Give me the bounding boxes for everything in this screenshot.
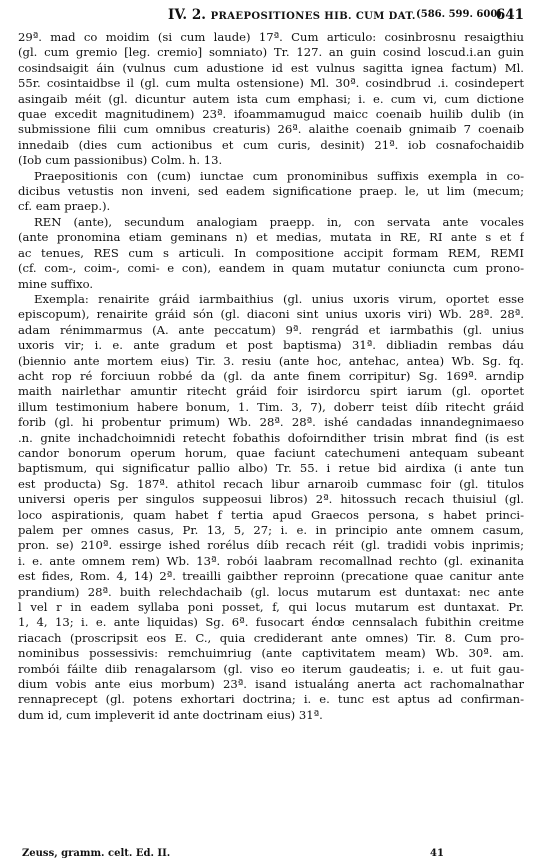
text-line: (biennio ante mortem eius) Tir. 3. resiu (ante hoc, antehac, antea) Wb. Sg. fq. [18, 353, 524, 368]
text-line: palem per omnes casus, Pr. 13, 5, 27; i. e. in principio ante omnem casum, [18, 523, 524, 537]
sheet-number: 41 [430, 848, 444, 859]
text-line: dicibus vetustis non inveni, sed eadem significatione praep. le, ut lim (mecum; [18, 184, 524, 199]
text-line: rennaprecept (gl. potens exhortari doctrina; i. e. tunc est aptus ad confirman- [18, 692, 524, 707]
text-line: (gl. cum gremio [leg. cremio] somniato) Tr. 127. an guin cosind loscud.i.an guin [18, 45, 524, 60]
text-line: forib (gl. hi probentur primum) Wb. 28ª. 28ª. ishé candadas innandegnimaeso [18, 415, 524, 430]
text-line: acht rop ré forciuun robbé da (gl. da ante finem corripitur) Sg. 169ª. arndip [18, 368, 524, 383]
text-line: rombói fáilte diib renagalarsom (gl. viso eo iterum gaudeatis; i. e. ut fuit gau- [18, 661, 524, 676]
text-line: illum testimonium habere bonum, 1. Tim. 3, 7), doberr teist díib ritecht gráid [18, 399, 524, 414]
text-line: baptismum, qui significatur pallio albo) Tr. 55. i retue bid airdixa (i ante tun [18, 461, 524, 476]
text-line: Exempla: renairite gráid iarmbaithius (gl. unius uxoris virum, oportet esse [34, 291, 524, 306]
text-line: 1, 4, 13; i. e. ante liquidas) Sg. 6ª. fusocart éndœ cennsalach fubithin creitme [18, 615, 524, 630]
text-line: universi operis per singulos suppeosui libros) 2ª. hitossuch recach thuisiul (gl. [18, 492, 524, 507]
text-line: prandium) 28ª. buith relechdachaib (gl. locus mutarum est duntaxat: nec ante [18, 584, 524, 599]
text-line: submissione filii cum omnibus creaturis) 26ª. alaithe coenaib gnimaib 7 coenaib [18, 122, 524, 137]
text-line: riacach (proscripsit eos E. C., quia crediderant ante omnes) Tir. 8. Cum pro- [18, 630, 524, 645]
text-line: REN (ante), secundum analogiam praepp. in, con servata ante vocales [34, 214, 524, 229]
text-line: asingaib méit (gl. dicuntur autem ista cum emphasi; i. e. cum vi, cum dictione [18, 91, 524, 106]
text-line: episcopum), renairite gráid són (gl. diaconi sint unius uxoris viri) Wb. 28ª. 28ª. [18, 307, 524, 322]
text-line: l vel r in eadem syllaba poni posset, f, qui locus mutarum est duntaxat. Pr. [18, 600, 524, 615]
text-line: cosindsaigit áin (vulnus cum adustione id est vulnus sagitta ignea factum) Ml. [18, 60, 524, 75]
text-line: (cf. com-, coim-, comi- e con), eandem in quam mutatur coniuncta cum prono- [18, 261, 524, 276]
text-line: .n. gnite inchadchoimnidi retecht fobathis dofoirndither trisin mbrat find (is est [18, 430, 524, 445]
text-line: nominibus possessivis: remchuimriug (ante captivitatem meam) Wb. 30ª. am. [18, 646, 524, 661]
printer-signature: Zeuss, gramm. celt. Ed. II. [22, 848, 171, 859]
text-line: 55r. cosintaidbse il (gl. cum multa ostensione) Ml. 30ª. cosindbrud .i. cosindepert [18, 76, 524, 91]
page [18, 0, 524, 866]
page-number: 641 [495, 7, 524, 23]
text-line: est fides, Rom. 4, 14) 2ª. treailli gaibther reproinn (precatione quae canitur ante [18, 569, 524, 584]
text-line: quae excedit magnitudinem) 23ª. ifoammamugud maicc coenaib huilib dulib (in [18, 107, 524, 122]
text-line: pron. se) 210ª. essirge ished rorélus díib recach réit (gl. tradidi vobis inprimis; [18, 538, 524, 553]
text-line: dum id, cum impleverit id ante doctrinam eius) 31ª. [18, 707, 323, 722]
text-line: (Iob cum passionibus) Colm. h. 13. [18, 153, 223, 168]
text-line: mine suffixo. [18, 276, 94, 291]
text-line: est producta) Sg. 187ª. athitol recach libur arnaroib cummasc foir (gl. titulos [18, 476, 524, 491]
text-line: i. e. ante omnem rem) Wb. 13ª. robói laabram recomallnad rechto (gl. exinanita [18, 553, 524, 568]
chapter-number: IV. 2. [168, 7, 206, 23]
running-header [18, 4, 524, 26]
text-line: candor bonorum operum horum, quae faciunt catechumeni antequam subeant [18, 445, 524, 460]
main-text [18, 30, 524, 723]
text-line: uxoris vir; i. e. ante gradum et post baptisma) 31ª. dibliadin rembas dáu [18, 338, 524, 353]
text-line: maith nairlethar amuntir ritecht gráid foir isirdorcu spirt iarum (gl. oportet [18, 384, 524, 399]
text-line: 29ª. mad co moidim (si cum laude) 17ª. Cum articulo: cosinbrosnu resaigthiu [18, 30, 524, 44]
page-footer [18, 846, 524, 862]
running-title [168, 4, 416, 28]
text-line: adam rénimmarmus (A. ante peccatum) 9ª. rengrád et iarmbathis (gl. unius [18, 322, 524, 337]
text-line: cf. eam praep.). [18, 199, 111, 214]
section-title: PRAEPOSITIONES HIB. CUM DAT. [210, 11, 416, 22]
text-line: (ante pronomina etiam geminans n) et medias, mutata in RE, RI ante s et f [18, 230, 524, 245]
section-references: (586. 599. 600) [416, 9, 503, 20]
text-line: loco aspirationis, quam habet f tertia apud Graecos persona, s habet princi- [18, 507, 524, 522]
text-line: ac tenues, RES cum s articuli. In compositione accipit formam REM, REMI [18, 245, 524, 260]
text-line: innedaib (dies cum actionibus et cum curis, desinit) 21ª. iob cosnafochaidib [18, 137, 524, 152]
text-line: Praepositionis con (cum) iunctae cum pronominibus suffixis exempla in co- [34, 168, 524, 183]
text-line: dium vobis ante eius morbum) 23ª. isand istualáng anerta act rachomalnathar [18, 677, 524, 692]
